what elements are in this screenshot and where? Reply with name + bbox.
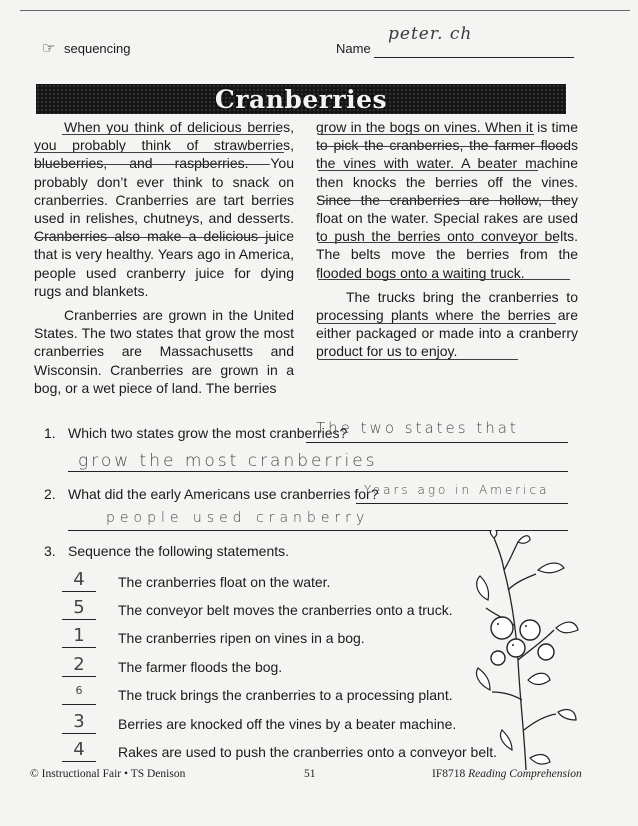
pencil-strike [34,237,274,238]
question-2 [44,483,574,534]
pencil-underline [318,359,518,360]
question-text: Sequence the following statements. [68,543,290,559]
sequence-statement: The conveyor belt moves the cranberries onto a truck. [118,602,453,618]
name-field-line[interactable] [374,57,574,58]
passage-paragraph: When you think of delicious berries, you probably think of strawberries, blueberries, and raspberries. You probably don’t ever think to snack on cranberries. Cranberries are tart berries used in relishes, chutneys, and desserts. Cranberries also make a delicious juice that is very healthy. Years ago in America, people used cranberry juice for dying rugs and blankets. [34,119,294,299]
page-title: Cranberries [214,84,388,114]
sequence-statement: The cranberries float on the water. [118,574,331,590]
footer-page-number: 51 [304,768,316,780]
sequence-answer: 5 [73,597,85,618]
footer-book-code: IF8718 [432,768,466,780]
sequence-answer-blank[interactable] [62,704,96,705]
pencil-underline [318,323,556,324]
pointing-hand-icon: ☞ [42,40,56,57]
question-text: Which two states grow the most cranberries? [68,425,348,441]
sequence-answer: 3 [73,711,85,732]
sequence-answer: 2 [73,654,85,675]
question-1 [44,419,574,485]
sequence-answer: 1 [73,625,85,646]
answer-line[interactable] [68,471,568,472]
pencil-underline [318,279,570,280]
handwritten-answer: Years ago in America [364,483,550,497]
handwritten-answer: The two states that [316,419,519,437]
passage-paragraph: Cranberries are grown in the United States. The two states that grow the most cranberries are Massachusetts and Wisconsin. Cranberries are grown in a bog, or a wet piece of land. The berries [34,307,294,396]
sequence-statement: The cranberries ripen on vines in a bog. [118,630,365,646]
sequence-answer-blank[interactable] [62,676,96,677]
question-3 [44,543,444,563]
sequence-answer-blank[interactable] [62,733,96,734]
sequence-answer-blank[interactable] [62,619,96,620]
name-field-value: peter. ch [388,24,473,44]
name-label: Name [336,41,371,56]
pencil-strike [318,146,568,147]
sequence-answer: 6 [75,684,83,697]
passage-paragraph: grow in the bogs on vines. When it is time to pick the cranberries, the farmer floods the vines with water. A beater machine then knocks the berries off the vines. Since the cranberries are hollow, they float on the water. Special rakes are used to push the berries onto conveyor belts. The belts move the berries from the flooded bogs onto a waiting truck. [316,119,578,281]
worksheet-header [42,24,574,62]
sequence-answer-blank[interactable] [62,647,96,648]
sequence-statement: The truck brings the cranberries to a processing plant. [118,687,453,703]
question-number: 2. [44,486,56,502]
handwritten-answer: people used cranberry [106,510,370,526]
title-banner [36,84,566,114]
sequence-answer-blank[interactable] [62,761,96,762]
sequence-statement: Berries are knocked off the vines by a beater machine. [118,716,457,732]
sequence-answer: 4 [73,569,85,590]
section-label: sequencing [64,41,131,56]
handwritten-answer: grow the most cranberries [78,451,378,471]
passage-paragraph: The trucks bring the cranberries to processing plants where the berries are either packaged or made into a cranberry product for us to enjoy. [316,288,578,360]
pencil-underline [318,242,558,243]
pencil-strike [318,200,568,201]
question-text: What did the early Americans use cranberries for? [68,486,379,502]
answer-line[interactable] [356,503,568,504]
sequence-statement: Rakes are used to push the cranberries onto a conveyor belt. [118,744,497,760]
footer-book-title: Reading Comprehension [468,768,582,780]
question-number: 1. [44,425,56,441]
pencil-underline [34,152,284,153]
passage-left-column [34,118,294,397]
sequence-statement: The farmer floods the bog. [118,659,283,675]
footer-copyright: © Instructional Fair • TS Denison [30,768,186,780]
pencil-underline [318,134,534,135]
sequence-answer: 4 [73,739,85,760]
passage-right-column [316,118,578,361]
pencil-underline [62,134,280,135]
pencil-underline [318,170,538,171]
sequence-answer-blank[interactable] [62,591,96,592]
top-rule [20,10,630,11]
cranberry-plant-icon [468,530,580,774]
question-number: 3. [44,543,56,559]
footer-book-info [432,768,582,780]
pencil-strike [34,164,270,165]
answer-line[interactable] [306,442,568,443]
